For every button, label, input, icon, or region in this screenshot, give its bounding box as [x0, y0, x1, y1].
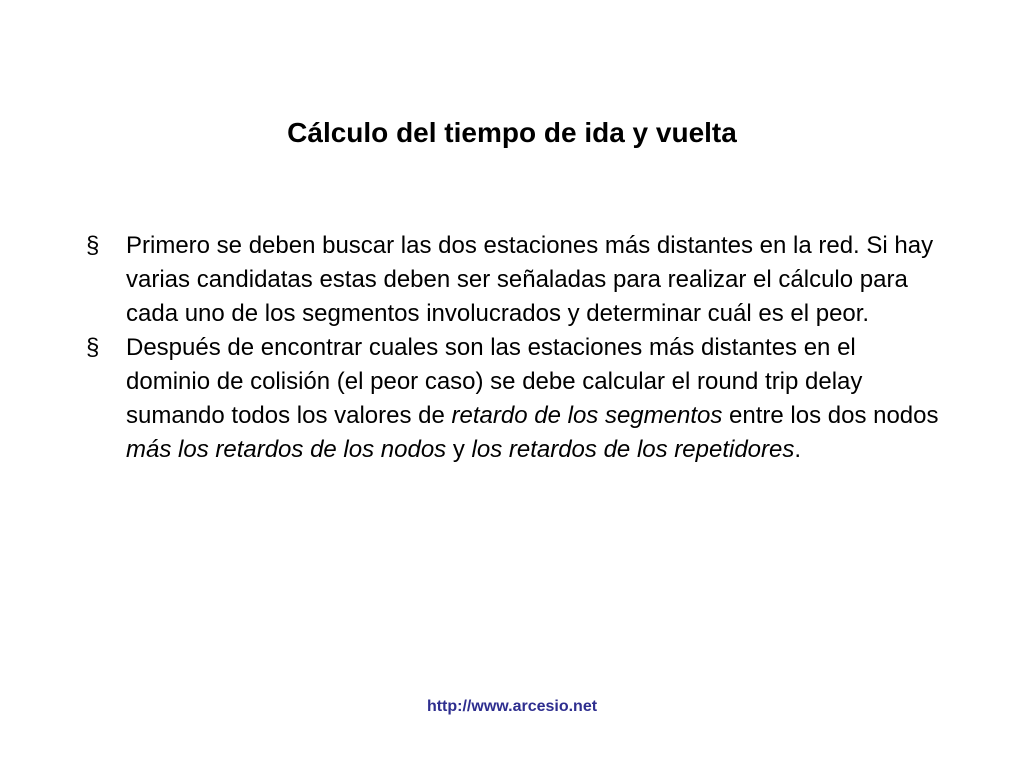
section-sign-bullet-icon: §: [86, 334, 100, 361]
bullet-text: [126, 232, 933, 327]
slide-title: Cálculo del tiempo de ida y vuelta: [287, 117, 737, 148]
bullet-text-segment: Después de encontrar cuales son las estaciones más distantes en el dominio de colisión (el peor caso) se debe calcular el round trip delay sumando todos los valores de: [126, 334, 863, 429]
bullet-text: [126, 334, 939, 463]
bullet-item: [86, 331, 946, 467]
bullet-text-italic-segment: los retardos de los repetidores: [471, 436, 795, 463]
bullet-text-segment: entre los dos nodos: [722, 402, 939, 429]
bullet-item: [86, 229, 946, 331]
bullet-text-italic-segment: retardo de los segmentos: [451, 402, 723, 429]
bullet-list: [86, 229, 946, 467]
bullet-text-segment: .: [794, 436, 802, 463]
bullet-text-italic-segment: más los retardos de los nodos: [126, 436, 447, 463]
section-sign-bullet-icon: §: [86, 232, 100, 259]
footer-website-link[interactable]: http://www.arcesio.net: [426, 698, 598, 715]
bullet-text-segment: y: [446, 436, 472, 463]
bullet-text-segment: Primero se deben buscar las dos estaciones más distantes en la red. Si hay varias candidatas estas deben ser señaladas para realizar el cálculo para cada uno de los segmentos involucrados y determinar cuál es el peor.: [126, 232, 934, 327]
